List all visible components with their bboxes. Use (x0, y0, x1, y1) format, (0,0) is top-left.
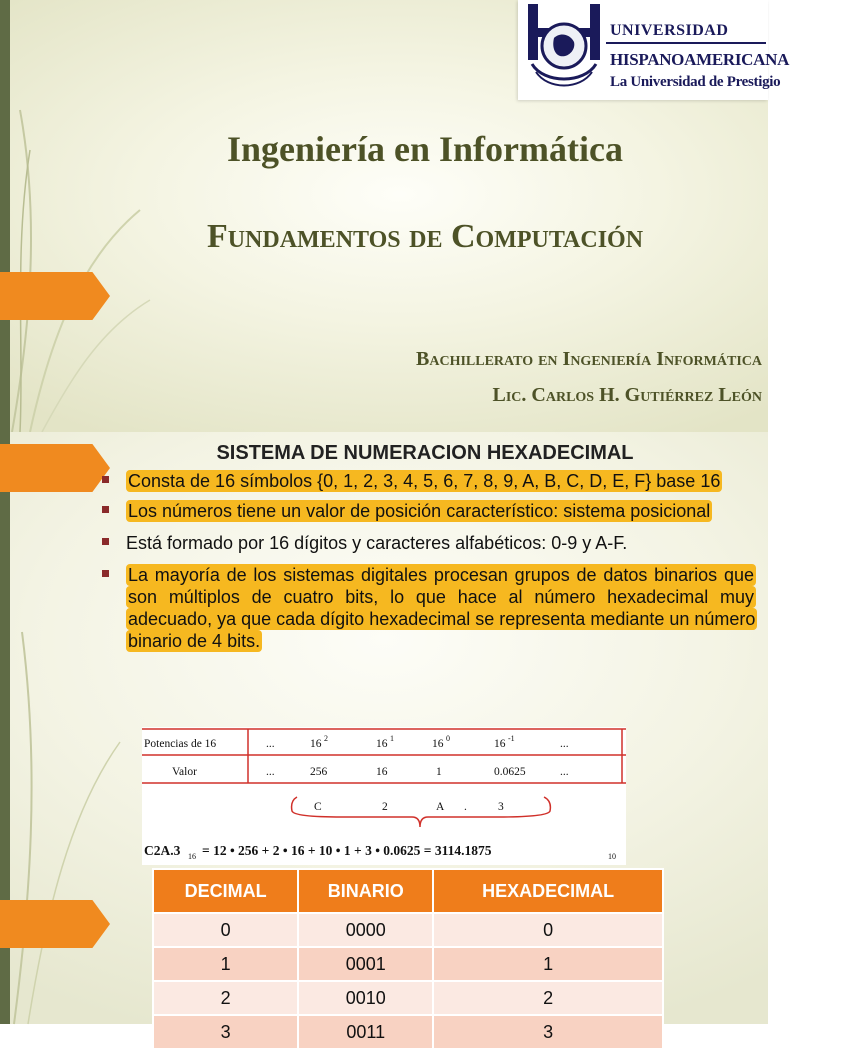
program-name: Bachillerato en Ingeniería Informática (416, 348, 762, 370)
formula-lhs: C2A.3 (144, 843, 181, 858)
bullet-text: Consta de 16 símbolos {0, 1, 2, 3, 4, 5, 6, 7, 8, 9, A, B, C, D, E, F} base 16 (128, 471, 721, 491)
hex-digit: 3 (498, 801, 504, 813)
table-cell: 2 (433, 981, 663, 1015)
hex-digit: A (436, 801, 445, 813)
hex-digit: 2 (382, 801, 388, 813)
bullet-item (98, 532, 756, 554)
university-emblem-icon (524, 2, 604, 94)
table-header-row (153, 869, 663, 913)
table-cell: 0 (153, 913, 298, 947)
logo-divider (606, 42, 766, 44)
orange-arrow-shape (0, 272, 110, 320)
hex-digit: . (464, 801, 467, 813)
power-cell: 16 (494, 738, 506, 750)
table-row (153, 981, 663, 1015)
title-slide (0, 0, 790, 432)
hex-digit: C (314, 801, 322, 813)
orange-arrow-shape (0, 900, 110, 948)
bullet-marker-icon (102, 506, 109, 513)
formula-rhs: = 12 • 256 + 2 • 16 + 10 • 1 + 3 • 0.0625 = 3114.1875 (202, 843, 492, 858)
table-cell: 2 (153, 981, 298, 1015)
table-cell: 3 (433, 1015, 663, 1049)
table-cell: 0001 (298, 947, 433, 981)
bullet-marker-icon (102, 538, 109, 545)
power-cell: ... (560, 738, 569, 750)
power-cell: 16 (376, 738, 388, 750)
power-cell: 16 (432, 738, 444, 750)
course-title: Fundamentos de Computación (206, 218, 644, 255)
instructor-name: Lic. Carlos H. Gutiérrez León (492, 384, 762, 406)
power-exponent: 0 (446, 734, 450, 743)
table-cell: 0 (433, 913, 663, 947)
value-cell: 0.0625 (494, 766, 526, 778)
logo-tagline: La Universidad de Prestigio (610, 74, 781, 90)
grass-decoration (0, 0, 160, 432)
table-cell: 0010 (298, 981, 433, 1015)
table-row (153, 913, 663, 947)
formula-lhs-base: 16 (188, 852, 196, 861)
value-cell: 1 (436, 766, 442, 778)
value-cell: 16 (376, 766, 388, 778)
table-cell: 3 (153, 1015, 298, 1049)
logo-text-universidad: UNIVERSIDAD (610, 22, 729, 39)
conversion-table (152, 868, 664, 1050)
figure-row-label: Valor (172, 766, 197, 778)
content-slide (0, 432, 768, 1042)
table-row (153, 947, 663, 981)
hex-conversion-figure (142, 727, 626, 865)
slide-title: Ingeniería en Informática (227, 129, 623, 169)
bullet-marker-icon (102, 570, 109, 577)
bullet-item (98, 564, 756, 652)
power-exponent: 1 (390, 734, 394, 743)
university-logo (518, 0, 790, 100)
logo-text-hispanoamericana: HISPANOAMERICANA (610, 50, 790, 69)
power-exponent: -1 (508, 734, 515, 743)
table-cell: 0000 (298, 913, 433, 947)
power-cell: ... (266, 738, 275, 750)
bullet-list (98, 470, 756, 662)
column-header-decimal: DECIMAL (153, 869, 298, 913)
bullet-text: La mayoría de los sistemas digitales procesan grupos de datos binarios que son múltiplos de cuatro bits, lo que hace al número hexadecimal muy adecuado, ya que cada dígito hexadecimal se representa mediante un número binario de 4 bits. (128, 565, 756, 651)
table-cell: 1 (153, 947, 298, 981)
bullet-item (98, 470, 756, 492)
bullet-text: Está formado por 16 dígitos y caracteres alfabéticos: 0-9 y A-F. (126, 533, 628, 553)
value-cell: ... (266, 766, 275, 778)
section-title: SISTEMA DE NUMERACION HEXADECIMAL (216, 442, 634, 464)
power-exponent: 2 (324, 734, 328, 743)
column-header-hexadecimal: HEXADECIMAL (433, 869, 663, 913)
bullet-item (98, 500, 756, 522)
power-cell: 16 (310, 738, 322, 750)
figure-row-label: Potencias de 16 (144, 738, 217, 750)
bullet-text: Los números tiene un valor de posición característico: sistema posicional (128, 501, 711, 521)
value-cell: ... (560, 766, 569, 778)
bullet-marker-icon (102, 476, 109, 483)
column-header-binario: BINARIO (298, 869, 433, 913)
value-cell: 256 (310, 766, 328, 778)
table-cell: 1 (433, 947, 663, 981)
table-row (153, 1015, 663, 1049)
formula-rhs-base: 10 (608, 852, 616, 861)
table-cell: 0011 (298, 1015, 433, 1049)
